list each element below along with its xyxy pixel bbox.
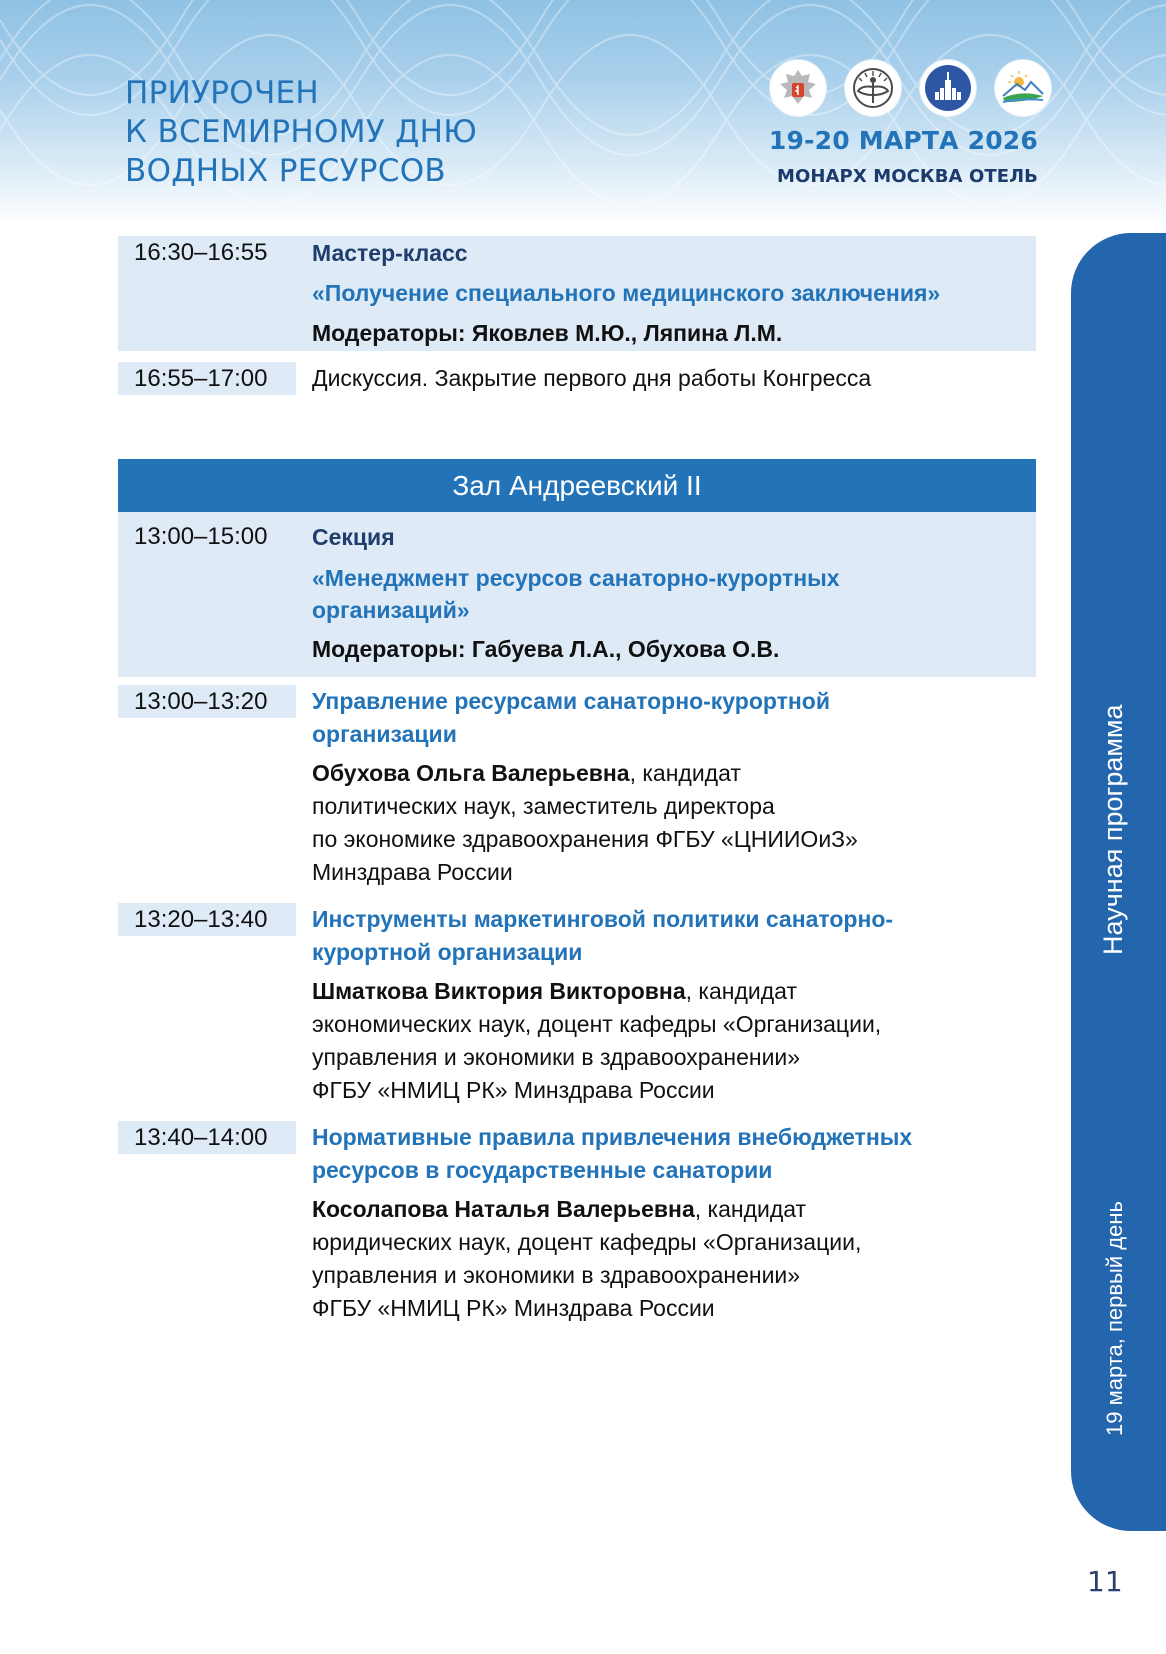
session-title-line: «Менеджмент ресурсов санаторно-курортных [312, 565, 840, 591]
speaker-affiliation-line: управления и экономики в здравоохранении» [312, 1262, 801, 1288]
session-moderators: Модераторы: Яковлев М.Ю., Ляпина Л.М. [312, 320, 783, 346]
session-body [312, 522, 1036, 677]
talk-time: 13:00–13:20 [118, 685, 296, 718]
event-dedication-title [125, 74, 477, 191]
talk-item [118, 1121, 1036, 1325]
talk-body [296, 1121, 1036, 1325]
talk-body [296, 685, 1036, 889]
session-text: Дискуссия. Закрытие первого дня работы Конгресса [312, 365, 872, 391]
talk-title-line: Инструменты маркетинговой политики санаторно- [312, 906, 894, 932]
talk-item [118, 903, 1036, 1107]
speaker-affiliation-line: экономических наук, доцент кафедры «Организации, [312, 1011, 882, 1037]
talk-title-line: организации [312, 721, 457, 747]
talk-title [312, 903, 1036, 969]
event-venue: МОНАРХ МОСКВА ОТЕЛЬ [776, 166, 1038, 187]
page-header [0, 0, 1166, 225]
talk-body [296, 903, 1036, 1107]
talk-time: 13:40–14:00 [118, 1121, 296, 1154]
program-schedule [118, 236, 1036, 1325]
session-time: 13:00–15:00 [134, 523, 268, 550]
speaker-affiliation-line: управления и экономики в здравоохранении» [312, 1044, 801, 1070]
side-tab-day-label: 19 марта, первый день [1102, 1201, 1127, 1436]
talk-title-line: Нормативные правила привлечения внебюджетных [312, 1124, 913, 1150]
session-body [312, 238, 1036, 351]
speaker-affiliation-line: Минздрава России [312, 859, 513, 885]
speaker-degree: , кандидат [685, 978, 797, 1004]
session-time: 16:30–16:55 [134, 239, 268, 266]
rehabilitation-association-logo-icon [845, 60, 901, 116]
ministry-of-health-emblem-icon [770, 60, 826, 116]
speaker-name: Обухова Ольга Валерьевна [312, 760, 630, 786]
speaker-name: Шматкова Виктория Викторовна [312, 978, 686, 1004]
session-title-line: организаций» [312, 597, 470, 623]
speaker-affiliation-line: ФГБУ «НМИЦ РК» Минздрава России [312, 1295, 715, 1321]
session-kind: Мастер-класс [312, 240, 468, 266]
session-moderators: Модераторы: Габуева Л.А., Обухова О.В. [312, 636, 780, 662]
title-line: ВОДНЫХ РЕСУРСОВ [125, 153, 446, 189]
talk-title-line: ресурсов в государственные санатории [312, 1157, 773, 1183]
talk-speaker [312, 757, 1036, 889]
session-time: 16:55–17:00 [118, 362, 296, 395]
talk-item [118, 685, 1036, 889]
speaker-degree: , кандидат [694, 1196, 807, 1222]
schedule-block-master-class [118, 236, 1036, 351]
talk-title [312, 685, 1036, 751]
schedule-block-section [118, 512, 1036, 677]
speaker-affiliation-line: по экономике здравоохранения ФГБУ «ЦНИИОиЗ» [312, 826, 858, 852]
speaker-degree: , кандидат [629, 760, 741, 786]
section-side-tab [1071, 233, 1166, 1531]
partner-logos [770, 60, 1051, 116]
title-line: К ВСЕМИРНОМУ ДНЮ [125, 114, 477, 150]
page-number: 11 [1087, 1565, 1123, 1598]
side-tab-section-label: Научная программа [1098, 704, 1128, 955]
session-title: «Получение специального медицинского заключения» [312, 280, 941, 306]
talk-title-line: курортной организации [312, 939, 583, 965]
moscow-university-logo-icon [920, 60, 976, 116]
hall-header: Зал Андреевский II [118, 459, 1036, 512]
schedule-block-discussion [118, 362, 1036, 395]
speaker-affiliation-line: политических наук, заместитель директора [312, 793, 775, 819]
talk-speaker [312, 975, 1036, 1107]
speaker-affiliation-line: юридических наук, доцент кафедры «Организации, [312, 1229, 862, 1255]
session-title [312, 562, 1036, 626]
resort-mountains-logo-icon [995, 60, 1051, 116]
talk-title [312, 1121, 1036, 1187]
speaker-name: Косолапова Наталья Валерьевна [312, 1196, 695, 1222]
talk-title-line: Управление ресурсами санаторно-курортной [312, 688, 830, 714]
session-kind: Секция [312, 524, 395, 550]
talk-time: 13:20–13:40 [118, 903, 296, 936]
title-line: ПРИУРОЧЕН [125, 75, 320, 111]
talk-speaker [312, 1193, 1036, 1325]
event-date: 19-20 МАРТА 2026 [768, 126, 1038, 155]
speaker-affiliation-line: ФГБУ «НМИЦ РК» Минздрава России [312, 1077, 715, 1103]
